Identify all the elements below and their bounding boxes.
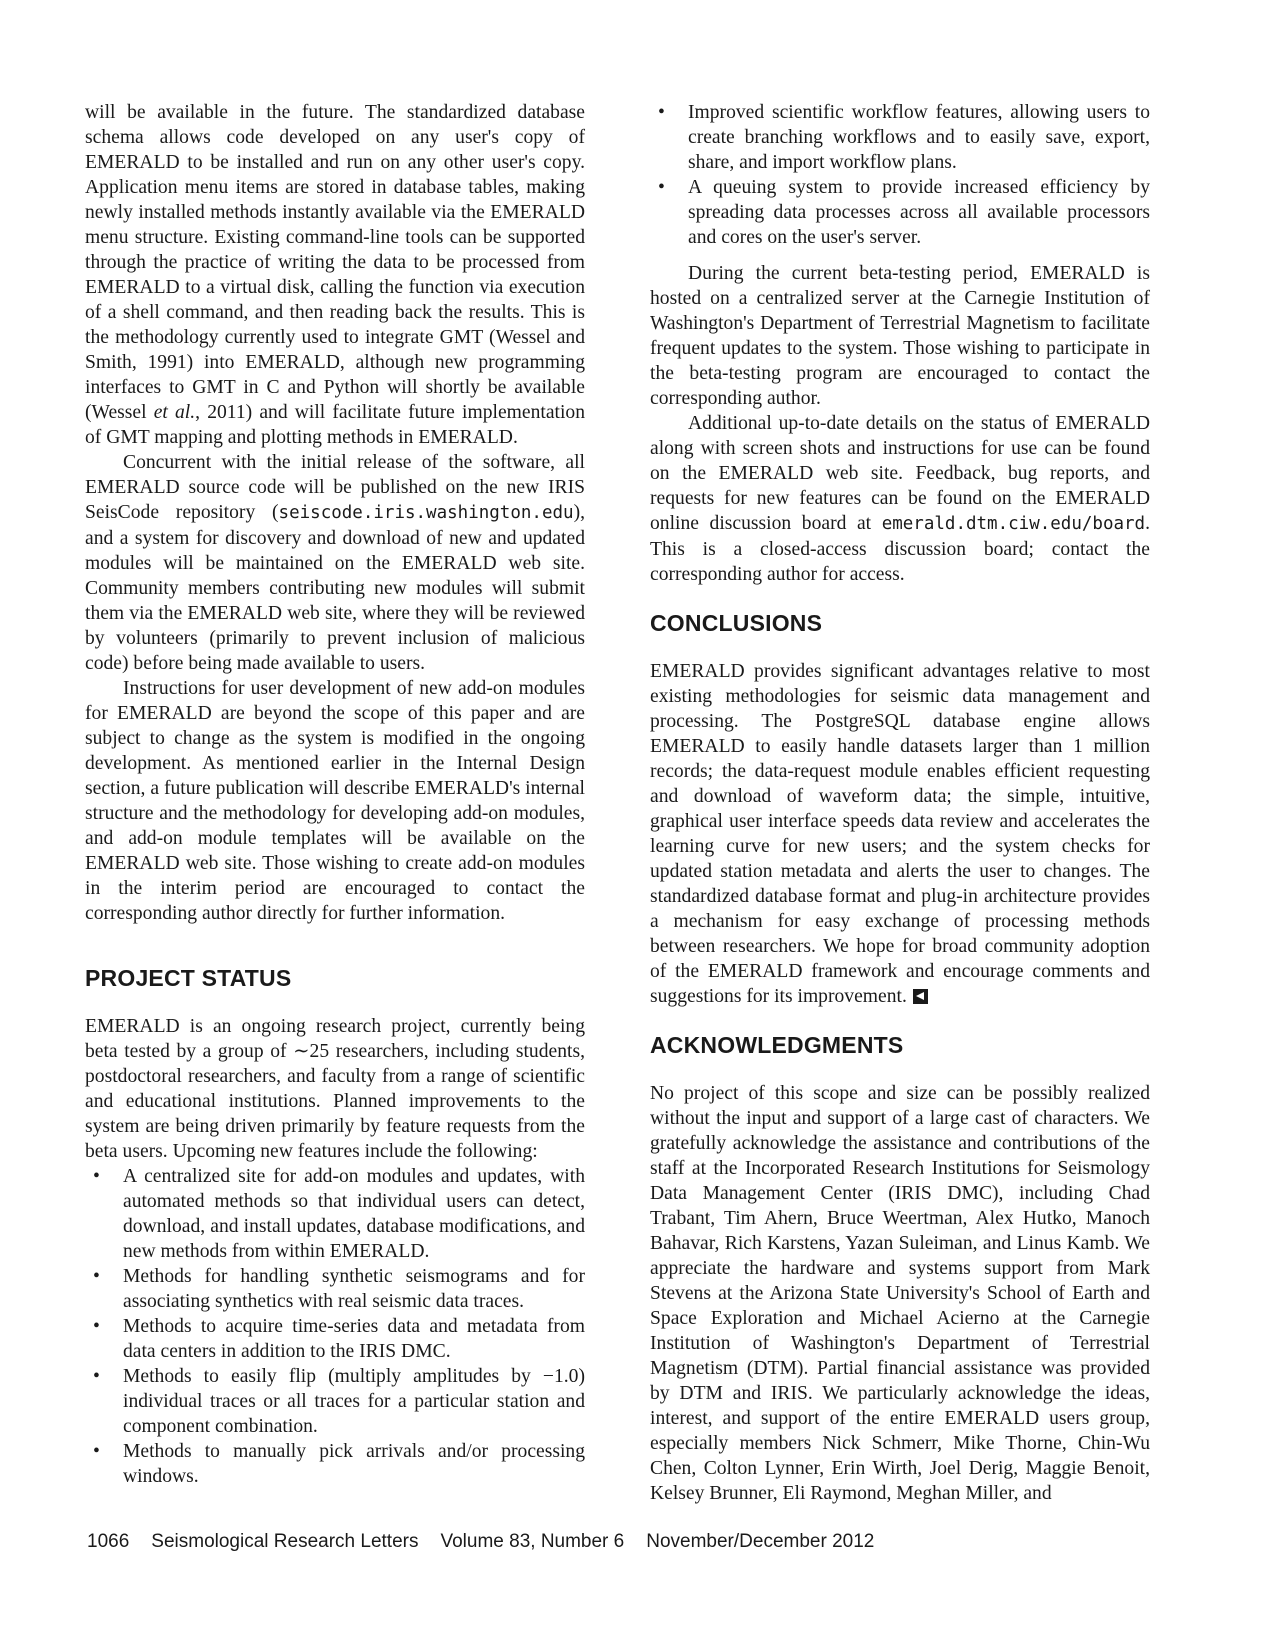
section-heading-project-status: PROJECT STATUS: [85, 965, 292, 991]
right-column: [650, 100, 1150, 1506]
discussion-board-url: emerald.dtm.ciw.edu/board: [881, 514, 1146, 534]
feature-list: [85, 1164, 585, 1489]
list-item: • Methods for handling synthetic seismograms and for associating synthetics with real seismic data traces.: [85, 1264, 585, 1314]
issue-date: November/December 2012: [646, 1531, 875, 1552]
list-item: • Methods to acquire time-series data and metadata from data centers in addition to the IRIS DMC.: [85, 1314, 585, 1364]
journal-name: Seismological Research Letters: [151, 1531, 419, 1552]
feature-list-continued: [650, 100, 1150, 250]
list-item: • A queuing system to provide increased efficiency by spreading data processes across all available processors and cores on the user's server.: [650, 175, 1150, 250]
list-item: • Improved scientific workflow features, allowing users to create branching workflows and to easily save, export, share, and import workflow plans.: [650, 100, 1150, 175]
body-paragraph: EMERALD is an ongoing research project, currently being beta tested by a group of ∼25 researchers, including students, postdoctoral researchers, and faculty from a range of scientific and educational institutions. Planned improvements to the system are being driven primarily by feature requests from the beta users. Upcoming new features include the following:: [85, 1016, 585, 1162]
end-of-article-icon: [913, 989, 928, 1004]
body-paragraph: No project of this scope and size can be possibly realized without the input and support of a large cast of characters. We gratefully acknowledge the assistance and contributions of the staff at the Incorporated Research Institutions for Seismology Data Management Center (IRIS DMC), including Chad Trabant, Tim Ahern, Bruce Weertman, Alex Hutko, Manoch Bahavar, Rich Karstens, Yazan Suleiman, and Linus Kamb. We appreciate the hardware and systems support from Mark Stevens at the Arizona State University's School of Earth and Space Exploration and Michael Acierno at the Carnegie Institution of Washington's Department of Terrestrial Magnetism (DTM). Partial financial assistance was provided by DTM and IRIS. We particularly acknowledge the ideas, interest, and support of the entire EMERALD users group, especially members Nick Schmerr, Mike Thorne, Chin-Wu Chen, Colton Lynner, Erin Wirth, Joel Derig, Maggie Benoit, Kelsey Brunner, Eli Raymond, Meghan Miller, and: [650, 1083, 1150, 1504]
body-paragraph: EMERALD provides significant advantages relative to most existing methodologies for seismic data management and processing. The PostgreSQL database engine allows EMERALD to easily handle datasets larger than 1 million records; the data-request module enables efficient requesting and download of waveform data; the simple, intuitive, graphical user interface speeds data review and accelerates the learning curve for new users; and the system checks for updated station metadata and alerts the user to changes. The standardized database format and plug-in architecture provides a mechanism for easy exchange of processing methods between researchers. We hope for broad community adoption of the EMERALD framework and encourage comments and suggestions for its improvement.: [650, 661, 1150, 1007]
body-paragraph: Additional up-to-date details on the status of EMERALD along with screen shots and instructions for use can be found on the EMERALD web site. Feedback, bug reports, and requests for new features can be found on the EMERALD online discussion board at emerald.dtm.ciw.edu/board. This is a closed-access discussion board; contact the corresponding author for access.: [650, 413, 1150, 585]
body-paragraph: During the current beta-testing period, EMERALD is hosted on a centralized server at the Carnegie Institution of Washington's Department of Terrestrial Magnetism to facilitate frequent updates to the system. Those wishing to participate in the beta-testing program are encouraged to contact the corresponding author.: [650, 263, 1150, 409]
section-heading-acknowledgments: ACKNOWLEDGMENTS: [650, 1032, 904, 1058]
volume-issue: Volume 83, Number 6: [440, 1531, 625, 1552]
page-number: 1066: [87, 1531, 130, 1552]
list-item: • A centralized site for add-on modules and updates, with automated methods so that individual users can detect, download, and install updates, database modifications, and new methods from within EMERALD.: [85, 1164, 585, 1264]
section-heading-conclusions: CONCLUSIONS: [650, 610, 823, 636]
body-paragraph: Concurrent with the initial release of the software, all EMERALD source code will be published on the new IRIS SeisCode repository (seiscode.iris.washington.edu), and a system for discovery and download of new and updated modules will be maintained on the EMERALD web site. Community members contributing new modules will submit them via the EMERALD web site, where they will be reviewed by volunteers (primarily to prevent inclusion of malicious code) before being made available to users.: [85, 452, 585, 674]
seiscode-url: seiscode.iris.washington.edu: [278, 503, 574, 523]
list-item: • Methods to easily flip (multiply amplitudes by −1.0) individual traces or all traces for a particular station and component combination.: [85, 1364, 585, 1439]
page-footer: [87, 1530, 896, 1554]
left-column: [85, 100, 585, 1489]
italic-et-al: et al.: [153, 402, 196, 423]
body-paragraph: will be available in the future. The standardized database schema allows code developed on any user's copy of EMERALD to be installed and run on any other user's copy. Application menu items are stored in database tables, making newly installed methods instantly available via the EMERALD menu structure. Existing command-line tools can be supported through the practice of writing the data to be processed from EMERALD to a virtual disk, calling the function via execution of a shell command, and then reading back the results. This is the methodology currently used to integrate GMT (Wessel and Smith, 1991) into EMERALD, although new programming interfaces to GMT in C and Python will shortly be available (Wessel et al., 2011) and will facilitate future implementation of GMT mapping and plotting methods in EMERALD.: [85, 102, 586, 448]
body-paragraph: Instructions for user development of new add-on modules for EMERALD are beyond the scope of this paper and are subject to change as the system is modified in the ongoing development. As mentioned earlier in the Internal Design section, a future publication will describe EMERALD's internal structure and the methodology for developing add-on modules, and add-on module templates will be available on the EMERALD web site. Those wishing to create add-on modules in the interim period are encouraged to contact the corresponding author directly for further information.: [85, 678, 585, 924]
list-item: • Methods to manually pick arrivals and/or processing windows.: [85, 1439, 585, 1489]
